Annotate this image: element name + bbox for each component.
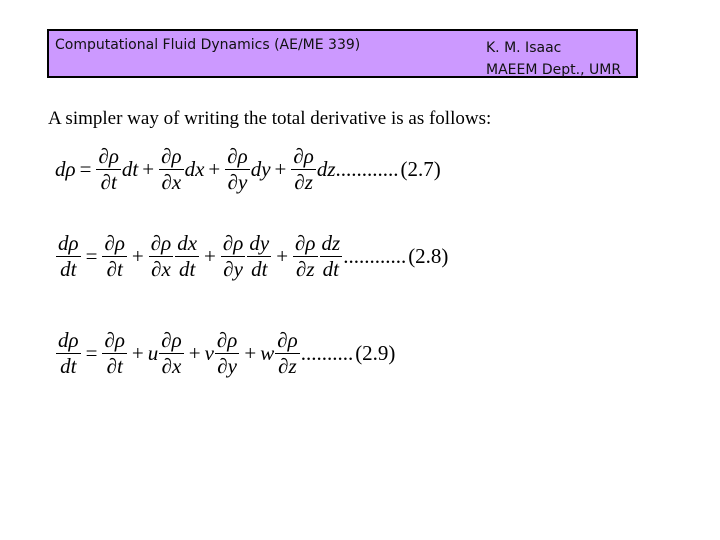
velocity-v: v: [204, 341, 214, 365]
fraction: $\frac{\partial\rho}{\partial y}$: [227, 144, 248, 194]
differential: dz: [316, 157, 336, 181]
lhs-fraction: $\frac{d\rho}{dt}$: [58, 328, 79, 378]
differential: dx: [184, 157, 205, 181]
differential: dt: [121, 157, 139, 181]
slide-header: [47, 29, 638, 78]
fraction: $\frac{\partial\rho}{\partial x}$: [161, 328, 182, 378]
department: MAEEM Dept., UMR: [486, 62, 622, 78]
author-block: [486, 37, 621, 81]
fraction: $\frac{\partial\rho}{\partial x}$: [161, 144, 182, 194]
author-name: K. M. Isaac: [486, 40, 562, 56]
plus-sign: +: [188, 341, 201, 365]
plus-sign: +: [142, 157, 155, 181]
equals-sign: =: [85, 244, 98, 268]
fraction: $\frac{\partial\rho}{\partial x}$: [150, 231, 172, 281]
plus-sign: +: [274, 157, 287, 181]
plus-sign: +: [131, 341, 144, 365]
fraction: $\frac{\partial\rho}{\partial t}$: [104, 328, 125, 378]
fraction: $\frac{dz}{dt}$: [321, 231, 341, 281]
lhs: dρ: [55, 157, 76, 181]
fraction: $\frac{\partial\rho}{\partial z}$: [277, 328, 298, 378]
fraction: $\frac{\partial\rho}{\partial t}$: [98, 144, 119, 194]
plus-sign: +: [208, 157, 221, 181]
differential: dy: [250, 157, 271, 181]
equation-2-7: [55, 146, 441, 193]
equation-label: (2.8): [408, 244, 449, 268]
leader-dots: ..........: [300, 341, 354, 365]
equation-2-8: [55, 233, 448, 280]
fraction: $\frac{\partial\rho}{\partial y}$: [222, 231, 244, 281]
fraction: $\frac{dy}{dt}$: [249, 231, 270, 281]
plus-sign: +: [204, 244, 216, 268]
leader-dots: ............: [343, 244, 407, 268]
course-title: Computational Fluid Dynamics (AE/ME 339): [55, 37, 361, 53]
fraction: $\frac{\partial\rho}{\partial z}$: [295, 231, 316, 281]
equals-sign: =: [79, 157, 92, 181]
velocity-w: w: [260, 341, 275, 365]
equation-label: (2.7): [400, 157, 441, 181]
fraction: $\frac{dx}{dt}$: [177, 231, 198, 281]
equation-label: (2.9): [355, 341, 396, 365]
plus-sign: +: [131, 244, 144, 268]
lhs-fraction: $\frac{d\rho}{dt}$: [58, 231, 79, 281]
velocity-u: u: [147, 341, 159, 365]
plus-sign: +: [276, 244, 289, 268]
equation-2-9: [55, 330, 395, 377]
fraction: $\frac{\partial\rho}{\partial t}$: [104, 231, 125, 281]
plus-sign: +: [244, 341, 257, 365]
intro-text: A simpler way of writing the total derivative is as follows:: [48, 108, 492, 129]
fraction: $\frac{\partial\rho}{\partial y}$: [216, 328, 238, 378]
equals-sign: =: [85, 341, 98, 365]
leader-dots: ............: [335, 157, 399, 181]
fraction: $\frac{\partial\rho}{\partial z}$: [293, 144, 314, 194]
